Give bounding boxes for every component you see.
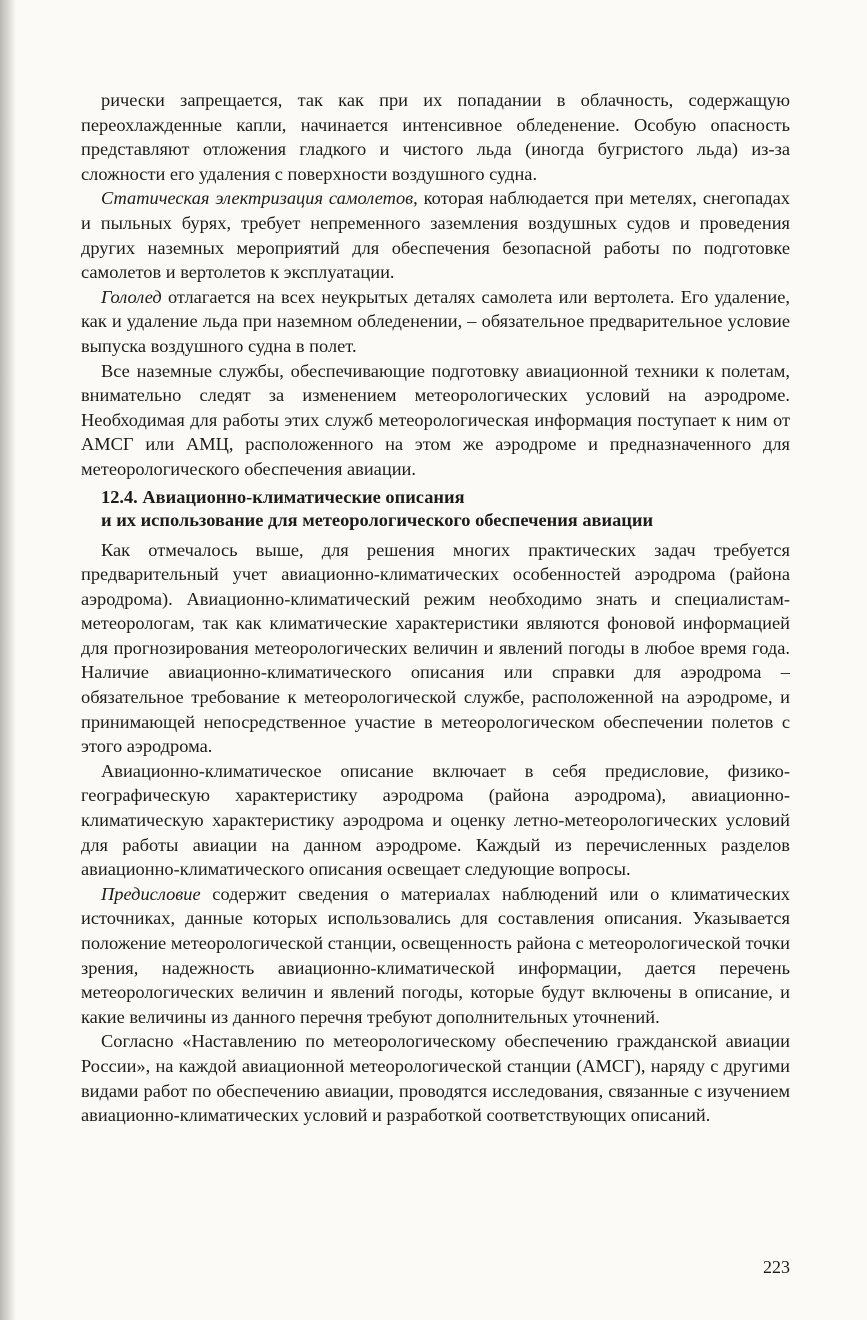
section-heading-line-2: и их использование для метеорологического обеспечения авиации — [101, 509, 654, 530]
paragraph-climate-regime — [81, 538, 790, 759]
paragraph-text: Согласно «Наставлению по метеорологическому обеспечению гражданской авиации России», на каждой авиационной метеорологической станции (АМСГ), наряду с другими видами работ по обеспечению авиации, проводятся исследования, связанные с изучением авиационно-климатических условий и разработкой соответствующих описаний. — [81, 1031, 790, 1126]
paragraph-text: содержит сведения о материалах наблюдений или о климатических источниках, данные которых использовались для составления описания. Указывается положение метеорологической станции, освещенность района с метеорологической точки зрения, надежность авиационно-климатической информации, дается перечень метеорологических величин и явлений погоды, которые будут включены в описание, и какие величины из данного перечня требуют дополнительных уточнений. — [81, 883, 790, 1027]
paragraph-description-contents — [81, 759, 790, 882]
paragraph-text: , которая наблюдается при метелях, снегопадах и пыльных бурях, требует непременного заземления воздушных судов и проведения других наземных мероприятий для обеспечения безопасной работы по подготовке самолетов и вертолетов к эксплуатации. — [81, 188, 790, 283]
paragraph-text: Авиационно-климатическое описание включает в себя предисловие, физико-географическую характеристику аэродрома (района аэродрома), авиационно-климатическую характеристику аэродрома и оценку летно-метеорологических условий для работы авиации на данном аэродроме. Каждый из перечисленных разделов авиационно-климатического описания освещает следующие вопросы. — [81, 760, 790, 880]
page-number: 223 — [763, 1257, 790, 1277]
section-heading — [81, 486, 790, 532]
paragraph-text: рически запрещается, так как при их попадании в облачность, содержащую переохлажденные капли, начинается интенсивное обледенение. Особую опасность представляют отложения гладкого и чистого льда (иногда бугристого льда) из-за сложности его удаления с поверхности воздушного судна. — [81, 90, 790, 184]
paragraph-ground-services — [81, 359, 790, 482]
paragraph-icing-continuation — [81, 88, 790, 186]
section-heading-line-1: 12.4. Авиационно-климатические описания — [101, 486, 465, 507]
paragraph-glaze — [81, 285, 790, 359]
book-page — [81, 88, 790, 1128]
term-preface: Предисловие — [101, 883, 201, 904]
term-static-electrification: Статическая электризация самолетов — [101, 188, 414, 209]
paragraph-static-electrification — [81, 186, 790, 284]
page-binding-shadow — [0, 0, 16, 1320]
paragraph-preface — [81, 882, 790, 1030]
paragraph-text: Все наземные службы, обеспечивающие подготовку авиационной техники к полетам, внимательно следят за изменением метеорологических условий на аэродроме. Необходимая для работы этих служб метеорологическая информация поступает к ним от АМСГ или АМЦ, расположенного на этом же аэродроме и предназначенного для метеорологического обеспечения авиации. — [81, 360, 790, 479]
paragraph-text: Как отмечалось выше, для решения многих практических задач требуется предварительный учет авиационно-климатических особенностей аэродрома (района аэродрома). Авиационно-климатический режим необходимо знать и специалистам-метеорологам, так как климатические характеристики являются фоновой информацией для прогнозирования метеорологических величин и явлений погоды в любое время года. Наличие авиационно-климатического описания или справки для аэродрома – обязательное требование к метеорологической службе, расположенной на аэродроме, и принимающей непосредственное участие в метеорологическом обеспечении полетов с этого аэродрома. — [81, 539, 790, 757]
paragraph-text: отлагается на всех неукрытых деталях самолета или вертолета. Его удаление, как и удаление льда при наземном обледенении, – обязательное предварительное условие выпуска воздушного судна в полет. — [81, 286, 790, 356]
paragraph-instruction — [81, 1029, 790, 1127]
term-glaze: Гололед — [101, 286, 162, 307]
